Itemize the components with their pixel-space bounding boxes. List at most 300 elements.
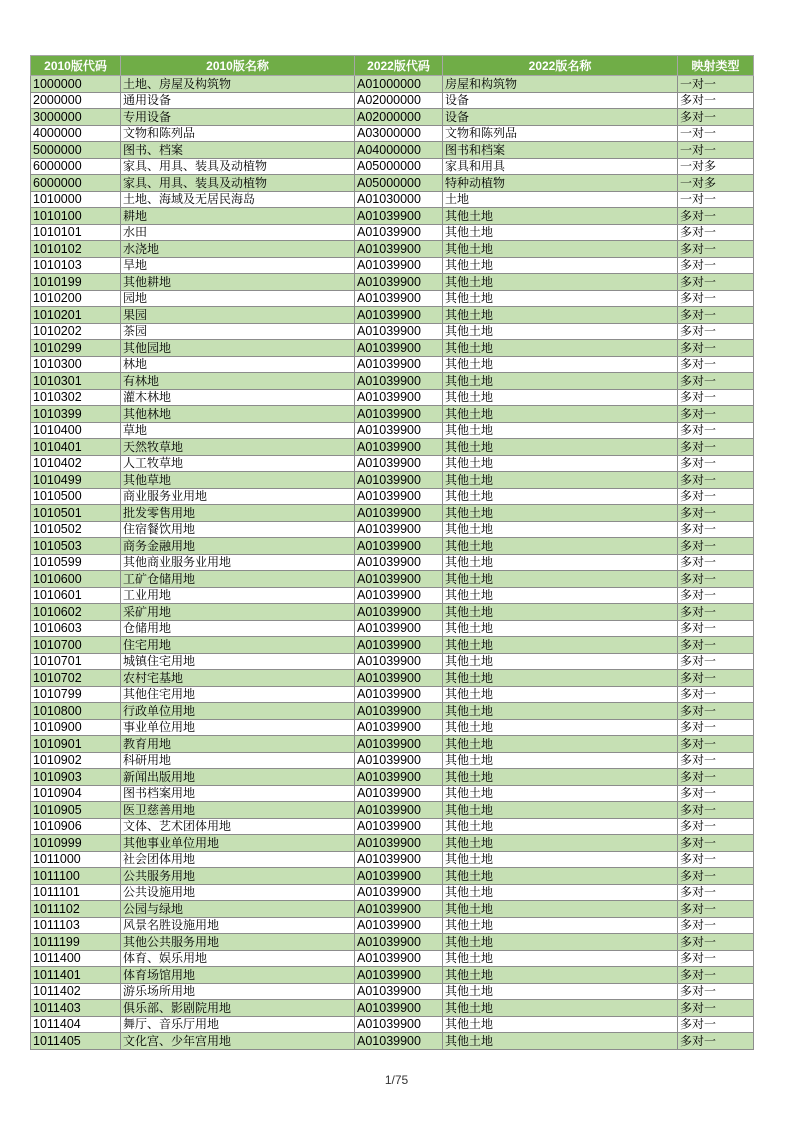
code-2010-cell: 1010800 bbox=[31, 703, 121, 720]
mapping-type-cell: 多对一 bbox=[678, 620, 754, 637]
table-row bbox=[31, 703, 754, 720]
name-2022-cell: 其他土地 bbox=[443, 1000, 678, 1017]
code-2010-cell: 1010299 bbox=[31, 340, 121, 357]
table-row bbox=[31, 587, 754, 604]
code-2022-cell: A01039900 bbox=[355, 653, 443, 670]
mapping-type-cell: 多对一 bbox=[678, 224, 754, 241]
mapping-type-cell: 多对一 bbox=[678, 389, 754, 406]
name-2010-cell: 家具、用具、装具及动植物 bbox=[121, 175, 355, 192]
code-2010-cell: 1010906 bbox=[31, 818, 121, 835]
mapping-type-cell: 多对一 bbox=[678, 208, 754, 225]
name-2010-cell: 文化宫、少年宫用地 bbox=[121, 1033, 355, 1050]
code-2022-cell: A01039900 bbox=[355, 670, 443, 687]
name-2010-cell: 社会团体用地 bbox=[121, 851, 355, 868]
name-2010-cell: 果园 bbox=[121, 307, 355, 324]
mapping-type-cell: 多对一 bbox=[678, 521, 754, 538]
header-2010-code: 2010版代码 bbox=[31, 56, 121, 76]
code-2022-cell: A01039900 bbox=[355, 851, 443, 868]
name-2022-cell: 其他土地 bbox=[443, 851, 678, 868]
code-2010-cell: 1011402 bbox=[31, 983, 121, 1000]
code-2022-cell: A01039900 bbox=[355, 884, 443, 901]
name-2010-cell: 园地 bbox=[121, 290, 355, 307]
code-2022-cell: A01039900 bbox=[355, 1000, 443, 1017]
mapping-type-cell: 多对一 bbox=[678, 406, 754, 423]
code-2022-cell: A02000000 bbox=[355, 109, 443, 126]
mapping-type-cell: 多对一 bbox=[678, 785, 754, 802]
name-2022-cell: 其他土地 bbox=[443, 406, 678, 423]
code-2010-cell: 1010400 bbox=[31, 422, 121, 439]
table-row bbox=[31, 488, 754, 505]
name-2010-cell: 家具、用具、装具及动植物 bbox=[121, 158, 355, 175]
code-2022-cell: A01039900 bbox=[355, 1016, 443, 1033]
name-2022-cell: 其他土地 bbox=[443, 472, 678, 489]
code-2010-cell: 1011199 bbox=[31, 934, 121, 951]
name-2010-cell: 商业服务业用地 bbox=[121, 488, 355, 505]
name-2010-cell: 其他公共服务用地 bbox=[121, 934, 355, 951]
code-2010-cell: 1010103 bbox=[31, 257, 121, 274]
table-row bbox=[31, 257, 754, 274]
mapping-type-cell: 多对一 bbox=[678, 818, 754, 835]
code-2022-cell: A01039900 bbox=[355, 752, 443, 769]
table-row bbox=[31, 422, 754, 439]
table-row bbox=[31, 554, 754, 571]
code-2022-cell: A01039900 bbox=[355, 571, 443, 588]
table-row bbox=[31, 1033, 754, 1050]
code-2010-cell: 1011102 bbox=[31, 901, 121, 918]
code-2022-cell: A01039900 bbox=[355, 224, 443, 241]
name-2010-cell: 耕地 bbox=[121, 208, 355, 225]
name-2022-cell: 其他土地 bbox=[443, 785, 678, 802]
code-2022-cell: A01039900 bbox=[355, 521, 443, 538]
name-2010-cell: 农村宅基地 bbox=[121, 670, 355, 687]
code-2010-cell: 1011403 bbox=[31, 1000, 121, 1017]
mapping-type-cell: 多对一 bbox=[678, 901, 754, 918]
code-2022-cell: A01039900 bbox=[355, 455, 443, 472]
name-2010-cell: 住宿餐饮用地 bbox=[121, 521, 355, 538]
code-2022-cell: A01039900 bbox=[355, 389, 443, 406]
mapping-type-cell: 多对一 bbox=[678, 769, 754, 786]
code-2010-cell: 1010902 bbox=[31, 752, 121, 769]
mapping-type-cell: 多对一 bbox=[678, 851, 754, 868]
mapping-type-cell: 多对一 bbox=[678, 257, 754, 274]
mapping-type-cell: 多对一 bbox=[678, 983, 754, 1000]
name-2010-cell: 仓储用地 bbox=[121, 620, 355, 637]
code-2010-cell: 1010900 bbox=[31, 719, 121, 736]
name-2022-cell: 其他土地 bbox=[443, 620, 678, 637]
mapping-type-cell: 多对一 bbox=[678, 323, 754, 340]
name-2022-cell: 其他土地 bbox=[443, 670, 678, 687]
mapping-type-cell: 多对一 bbox=[678, 653, 754, 670]
name-2022-cell: 其他土地 bbox=[443, 274, 678, 291]
code-2022-cell: A01039900 bbox=[355, 719, 443, 736]
name-2022-cell: 其他土地 bbox=[443, 290, 678, 307]
table-row bbox=[31, 835, 754, 852]
code-2022-cell: A01039900 bbox=[355, 620, 443, 637]
code-2022-cell: A01030000 bbox=[355, 191, 443, 208]
code-2022-cell: A01039900 bbox=[355, 208, 443, 225]
code-2010-cell: 6000000 bbox=[31, 175, 121, 192]
name-2010-cell: 采矿用地 bbox=[121, 604, 355, 621]
name-2022-cell: 其他土地 bbox=[443, 257, 678, 274]
table-row bbox=[31, 851, 754, 868]
name-2022-cell: 其他土地 bbox=[443, 917, 678, 934]
name-2010-cell: 林地 bbox=[121, 356, 355, 373]
table-row bbox=[31, 274, 754, 291]
code-2022-cell: A01039900 bbox=[355, 290, 443, 307]
mapping-type-cell: 多对一 bbox=[678, 241, 754, 258]
code-2010-cell: 1010199 bbox=[31, 274, 121, 291]
name-2010-cell: 城镇住宅用地 bbox=[121, 653, 355, 670]
mapping-type-cell: 多对一 bbox=[678, 950, 754, 967]
table-row bbox=[31, 802, 754, 819]
code-2010-cell: 1010702 bbox=[31, 670, 121, 687]
name-2022-cell: 其他土地 bbox=[443, 356, 678, 373]
code-2010-cell: 1010499 bbox=[31, 472, 121, 489]
name-2010-cell: 工矿仓储用地 bbox=[121, 571, 355, 588]
mapping-type-cell: 多对一 bbox=[678, 373, 754, 390]
code-2010-cell: 5000000 bbox=[31, 142, 121, 159]
code-2022-cell: A01039900 bbox=[355, 274, 443, 291]
code-2022-cell: A01039900 bbox=[355, 538, 443, 555]
code-2010-cell: 1011401 bbox=[31, 967, 121, 984]
name-2022-cell: 其他土地 bbox=[443, 884, 678, 901]
mapping-type-cell: 一对一 bbox=[678, 125, 754, 142]
code-2010-cell: 1011405 bbox=[31, 1033, 121, 1050]
table-row bbox=[31, 373, 754, 390]
mapping-type-cell: 多对一 bbox=[678, 307, 754, 324]
code-2010-cell: 1010200 bbox=[31, 290, 121, 307]
name-2010-cell: 图书档案用地 bbox=[121, 785, 355, 802]
code-2022-cell: A01039900 bbox=[355, 934, 443, 951]
name-2010-cell: 水田 bbox=[121, 224, 355, 241]
code-2010-cell: 1010401 bbox=[31, 439, 121, 456]
name-2022-cell: 其他土地 bbox=[443, 703, 678, 720]
code-2022-cell: A01039900 bbox=[355, 505, 443, 522]
mapping-type-cell: 一对一 bbox=[678, 76, 754, 93]
name-2022-cell: 其他土地 bbox=[443, 736, 678, 753]
name-2010-cell: 有林地 bbox=[121, 373, 355, 390]
name-2022-cell: 其他土地 bbox=[443, 538, 678, 555]
table-row bbox=[31, 637, 754, 654]
code-2022-cell: A01039900 bbox=[355, 604, 443, 621]
code-2022-cell: A01039900 bbox=[355, 967, 443, 984]
table-body bbox=[31, 76, 754, 1050]
name-2010-cell: 体育、娱乐用地 bbox=[121, 950, 355, 967]
name-2022-cell: 其他土地 bbox=[443, 571, 678, 588]
mapping-type-cell: 多对一 bbox=[678, 92, 754, 109]
table-row bbox=[31, 670, 754, 687]
name-2010-cell: 其他草地 bbox=[121, 472, 355, 489]
name-2010-cell: 草地 bbox=[121, 422, 355, 439]
table-row bbox=[31, 307, 754, 324]
code-2010-cell: 4000000 bbox=[31, 125, 121, 142]
mapping-type-cell: 多对一 bbox=[678, 604, 754, 621]
header-row bbox=[31, 56, 754, 76]
code-2022-cell: A01039900 bbox=[355, 983, 443, 1000]
table-row bbox=[31, 224, 754, 241]
name-2022-cell: 其他土地 bbox=[443, 505, 678, 522]
table-row bbox=[31, 736, 754, 753]
name-2010-cell: 科研用地 bbox=[121, 752, 355, 769]
table-row bbox=[31, 934, 754, 951]
name-2022-cell: 其他土地 bbox=[443, 901, 678, 918]
code-2010-cell: 1011400 bbox=[31, 950, 121, 967]
mapping-type-cell: 多对一 bbox=[678, 703, 754, 720]
name-2022-cell: 设备 bbox=[443, 92, 678, 109]
code-2010-cell: 1010503 bbox=[31, 538, 121, 555]
name-2022-cell: 家具和用具 bbox=[443, 158, 678, 175]
name-2010-cell: 住宅用地 bbox=[121, 637, 355, 654]
name-2022-cell: 文物和陈列品 bbox=[443, 125, 678, 142]
mapping-type-cell: 多对一 bbox=[678, 835, 754, 852]
code-2010-cell: 1010599 bbox=[31, 554, 121, 571]
code-2010-cell: 2000000 bbox=[31, 92, 121, 109]
name-2010-cell: 公共设施用地 bbox=[121, 884, 355, 901]
code-2010-cell: 1010501 bbox=[31, 505, 121, 522]
name-2022-cell: 其他土地 bbox=[443, 604, 678, 621]
name-2022-cell: 其他土地 bbox=[443, 818, 678, 835]
mapping-type-cell: 多对一 bbox=[678, 422, 754, 439]
name-2010-cell: 灌木林地 bbox=[121, 389, 355, 406]
name-2010-cell: 文体、艺术团体用地 bbox=[121, 818, 355, 835]
mapping-type-cell: 多对一 bbox=[678, 670, 754, 687]
code-2022-cell: A01039900 bbox=[355, 802, 443, 819]
mapping-type-cell: 多对一 bbox=[678, 340, 754, 357]
name-2010-cell: 旱地 bbox=[121, 257, 355, 274]
table-row bbox=[31, 818, 754, 835]
name-2022-cell: 其他土地 bbox=[443, 340, 678, 357]
table-row bbox=[31, 571, 754, 588]
table-row bbox=[31, 1000, 754, 1017]
table-row bbox=[31, 109, 754, 126]
table-row bbox=[31, 142, 754, 159]
name-2010-cell: 体育场馆用地 bbox=[121, 967, 355, 984]
mapping-type-cell: 一对多 bbox=[678, 175, 754, 192]
code-2010-cell: 1010300 bbox=[31, 356, 121, 373]
mapping-type-cell: 多对一 bbox=[678, 571, 754, 588]
table-row bbox=[31, 983, 754, 1000]
name-2022-cell: 其他土地 bbox=[443, 208, 678, 225]
code-2022-cell: A01039900 bbox=[355, 257, 443, 274]
name-2010-cell: 批发零售用地 bbox=[121, 505, 355, 522]
name-2022-cell: 其他土地 bbox=[443, 241, 678, 258]
header-mapping-type: 映射类型 bbox=[678, 56, 754, 76]
table-row bbox=[31, 389, 754, 406]
mapping-type-cell: 多对一 bbox=[678, 1016, 754, 1033]
name-2010-cell: 专用设备 bbox=[121, 109, 355, 126]
table-row bbox=[31, 620, 754, 637]
mapping-type-cell: 多对一 bbox=[678, 1000, 754, 1017]
mapping-type-cell: 多对一 bbox=[678, 752, 754, 769]
name-2022-cell: 其他土地 bbox=[443, 752, 678, 769]
table-row bbox=[31, 653, 754, 670]
code-2010-cell: 1010701 bbox=[31, 653, 121, 670]
name-2022-cell: 其他土地 bbox=[443, 835, 678, 852]
code-2010-cell: 1010905 bbox=[31, 802, 121, 819]
name-2010-cell: 其他耕地 bbox=[121, 274, 355, 291]
header-2022-code: 2022版代码 bbox=[355, 56, 443, 76]
code-2022-cell: A01039900 bbox=[355, 241, 443, 258]
code-2010-cell: 1010500 bbox=[31, 488, 121, 505]
mapping-type-cell: 多对一 bbox=[678, 488, 754, 505]
name-2022-cell: 其他土地 bbox=[443, 307, 678, 324]
table-row bbox=[31, 92, 754, 109]
table-row bbox=[31, 521, 754, 538]
name-2010-cell: 人工牧草地 bbox=[121, 455, 355, 472]
mapping-type-cell: 一对一 bbox=[678, 191, 754, 208]
name-2022-cell: 其他土地 bbox=[443, 868, 678, 885]
name-2010-cell: 新闻出版用地 bbox=[121, 769, 355, 786]
table-row bbox=[31, 901, 754, 918]
name-2022-cell: 其他土地 bbox=[443, 686, 678, 703]
mapping-type-cell: 多对一 bbox=[678, 736, 754, 753]
code-2010-cell: 1010302 bbox=[31, 389, 121, 406]
code-2010-cell: 1000000 bbox=[31, 76, 121, 93]
code-2010-cell: 1011404 bbox=[31, 1016, 121, 1033]
mapping-type-cell: 多对一 bbox=[678, 587, 754, 604]
mapping-type-cell: 多对一 bbox=[678, 719, 754, 736]
code-2022-cell: A01039900 bbox=[355, 554, 443, 571]
name-2010-cell: 舞厅、音乐厅用地 bbox=[121, 1016, 355, 1033]
mapping-type-cell: 多对一 bbox=[678, 505, 754, 522]
table-row bbox=[31, 340, 754, 357]
code-2010-cell: 1010903 bbox=[31, 769, 121, 786]
code-2022-cell: A01039900 bbox=[355, 835, 443, 852]
name-2010-cell: 其他商业服务业用地 bbox=[121, 554, 355, 571]
code-2010-cell: 1010700 bbox=[31, 637, 121, 654]
name-2022-cell: 其他土地 bbox=[443, 587, 678, 604]
name-2022-cell: 其他土地 bbox=[443, 455, 678, 472]
code-2010-cell: 1010603 bbox=[31, 620, 121, 637]
code-2010-cell: 1010602 bbox=[31, 604, 121, 621]
mapping-type-cell: 多对一 bbox=[678, 934, 754, 951]
mapping-table bbox=[30, 55, 754, 1050]
name-2010-cell: 其他园地 bbox=[121, 340, 355, 357]
code-2022-cell: A05000000 bbox=[355, 158, 443, 175]
code-2022-cell: A01039900 bbox=[355, 323, 443, 340]
code-2022-cell: A01039900 bbox=[355, 373, 443, 390]
name-2022-cell: 房屋和构筑物 bbox=[443, 76, 678, 93]
name-2010-cell: 土地、海域及无居民海岛 bbox=[121, 191, 355, 208]
table-row bbox=[31, 538, 754, 555]
table-row bbox=[31, 439, 754, 456]
name-2022-cell: 其他土地 bbox=[443, 373, 678, 390]
code-2010-cell: 1010999 bbox=[31, 835, 121, 852]
code-2010-cell: 1010904 bbox=[31, 785, 121, 802]
code-2022-cell: A01039900 bbox=[355, 587, 443, 604]
code-2010-cell: 1010601 bbox=[31, 587, 121, 604]
code-2022-cell: A01039900 bbox=[355, 703, 443, 720]
table-row bbox=[31, 356, 754, 373]
header-2022-name: 2022版名称 bbox=[443, 56, 678, 76]
name-2022-cell: 其他土地 bbox=[443, 983, 678, 1000]
code-2010-cell: 6000000 bbox=[31, 158, 121, 175]
code-2010-cell: 1010502 bbox=[31, 521, 121, 538]
code-2022-cell: A01039900 bbox=[355, 686, 443, 703]
code-2010-cell: 1010000 bbox=[31, 191, 121, 208]
name-2010-cell: 公园与绿地 bbox=[121, 901, 355, 918]
code-2010-cell: 1010102 bbox=[31, 241, 121, 258]
mapping-type-cell: 多对一 bbox=[678, 472, 754, 489]
code-2010-cell: 1010301 bbox=[31, 373, 121, 390]
name-2010-cell: 风景名胜设施用地 bbox=[121, 917, 355, 934]
mapping-type-cell: 多对一 bbox=[678, 538, 754, 555]
name-2022-cell: 其他土地 bbox=[443, 422, 678, 439]
name-2022-cell: 其他土地 bbox=[443, 802, 678, 819]
table-row bbox=[31, 406, 754, 423]
code-2022-cell: A01039900 bbox=[355, 307, 443, 324]
code-2022-cell: A01039900 bbox=[355, 785, 443, 802]
code-2022-cell: A01039900 bbox=[355, 488, 443, 505]
code-2010-cell: 1011100 bbox=[31, 868, 121, 885]
table-row bbox=[31, 323, 754, 340]
code-2010-cell: 1011103 bbox=[31, 917, 121, 934]
table-row bbox=[31, 604, 754, 621]
table-row bbox=[31, 785, 754, 802]
table-row bbox=[31, 505, 754, 522]
mapping-type-cell: 多对一 bbox=[678, 917, 754, 934]
code-2010-cell: 1010202 bbox=[31, 323, 121, 340]
name-2022-cell: 其他土地 bbox=[443, 554, 678, 571]
name-2022-cell: 其他土地 bbox=[443, 488, 678, 505]
code-2022-cell: A03000000 bbox=[355, 125, 443, 142]
table-row bbox=[31, 950, 754, 967]
code-2022-cell: A01000000 bbox=[355, 76, 443, 93]
code-2022-cell: A01039900 bbox=[355, 868, 443, 885]
table-row bbox=[31, 719, 754, 736]
mapping-type-cell: 多对一 bbox=[678, 686, 754, 703]
code-2010-cell: 3000000 bbox=[31, 109, 121, 126]
code-2022-cell: A01039900 bbox=[355, 356, 443, 373]
table-row bbox=[31, 191, 754, 208]
code-2022-cell: A01039900 bbox=[355, 637, 443, 654]
name-2010-cell: 商务金融用地 bbox=[121, 538, 355, 555]
name-2022-cell: 土地 bbox=[443, 191, 678, 208]
table-row bbox=[31, 917, 754, 934]
code-2022-cell: A01039900 bbox=[355, 736, 443, 753]
code-2010-cell: 1010101 bbox=[31, 224, 121, 241]
name-2022-cell: 其他土地 bbox=[443, 967, 678, 984]
code-2022-cell: A01039900 bbox=[355, 917, 443, 934]
table-row bbox=[31, 472, 754, 489]
name-2010-cell: 图书、档案 bbox=[121, 142, 355, 159]
mapping-type-cell: 多对一 bbox=[678, 356, 754, 373]
table-row bbox=[31, 208, 754, 225]
name-2010-cell: 其他林地 bbox=[121, 406, 355, 423]
name-2022-cell: 其他土地 bbox=[443, 323, 678, 340]
name-2022-cell: 其他土地 bbox=[443, 389, 678, 406]
table-row bbox=[31, 868, 754, 885]
name-2010-cell: 水浇地 bbox=[121, 241, 355, 258]
name-2022-cell: 其他土地 bbox=[443, 719, 678, 736]
table-row bbox=[31, 686, 754, 703]
table-header bbox=[31, 56, 754, 76]
mapping-type-cell: 多对一 bbox=[678, 1033, 754, 1050]
name-2022-cell: 其他土地 bbox=[443, 439, 678, 456]
name-2010-cell: 土地、房屋及构筑物 bbox=[121, 76, 355, 93]
table-row bbox=[31, 158, 754, 175]
table-row bbox=[31, 125, 754, 142]
code-2022-cell: A05000000 bbox=[355, 175, 443, 192]
code-2022-cell: A01039900 bbox=[355, 1033, 443, 1050]
table-row bbox=[31, 290, 754, 307]
name-2022-cell: 其他土地 bbox=[443, 637, 678, 654]
code-2010-cell: 1010100 bbox=[31, 208, 121, 225]
code-2010-cell: 1010799 bbox=[31, 686, 121, 703]
mapping-type-cell: 多对一 bbox=[678, 637, 754, 654]
name-2010-cell: 通用设备 bbox=[121, 92, 355, 109]
code-2022-cell: A01039900 bbox=[355, 901, 443, 918]
